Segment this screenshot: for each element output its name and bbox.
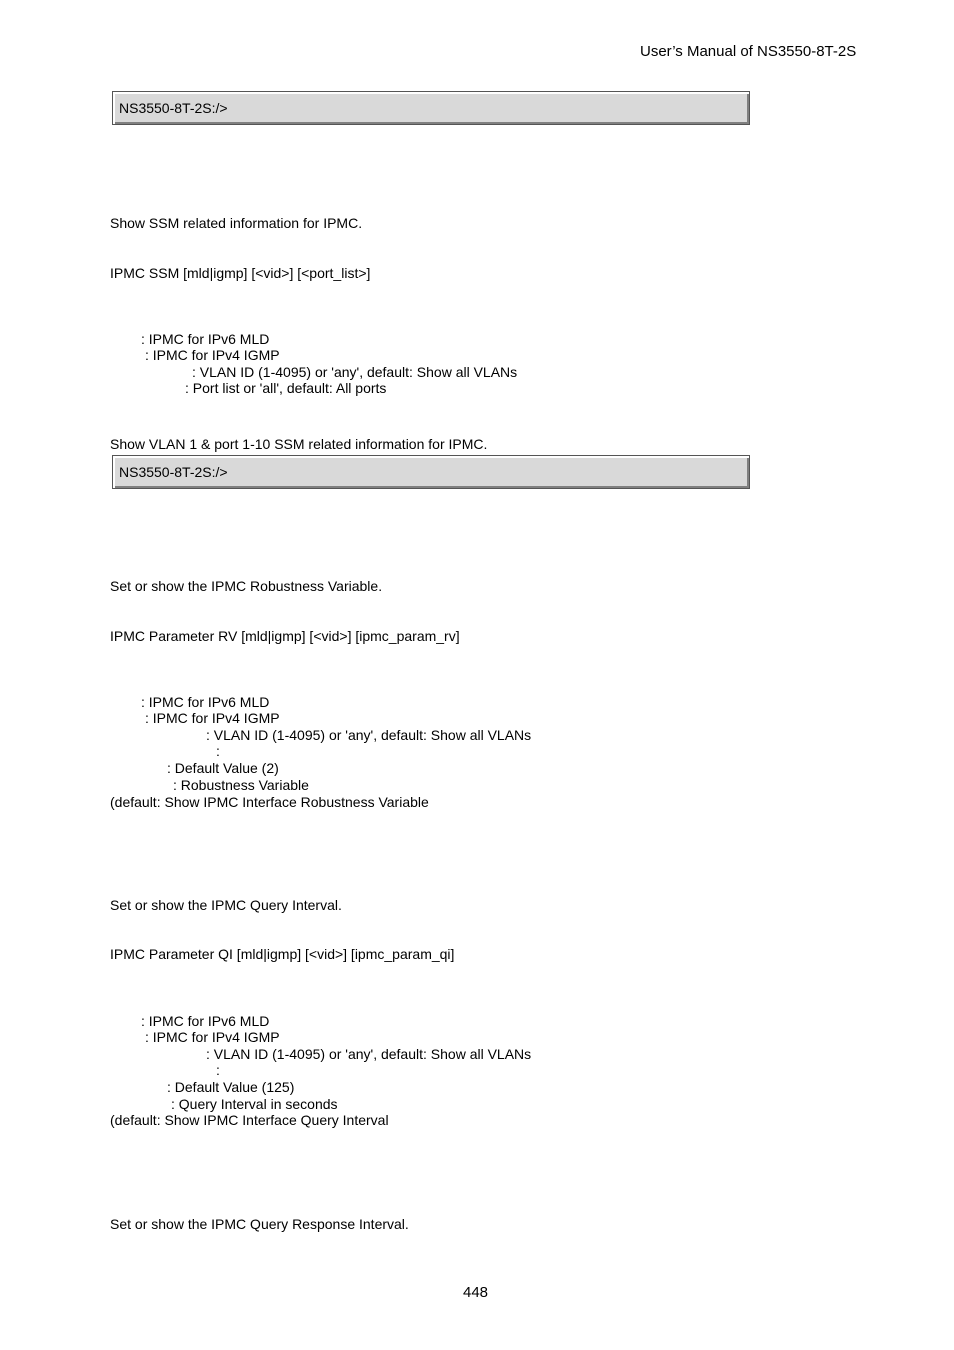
description: Set or show the IPMC Robustness Variable. bbox=[110, 578, 383, 594]
syntax: IPMC Parameter QI [mld|igmp] [<vid>] [ipmc_param_qi] bbox=[110, 946, 455, 962]
syntax: IPMC SSM [mld|igmp] [<vid>] [<port_list>] bbox=[110, 265, 371, 281]
param-qi: : bbox=[216, 1062, 220, 1078]
param-default-value: : Default Value (2) bbox=[167, 760, 279, 776]
param-default-note: (default: Show IPMC Interface Query Interval bbox=[110, 1112, 389, 1128]
command-prompt: NS3550-8T-2S:/> bbox=[119, 464, 228, 480]
param-igmp: : IPMC for IPv4 IGMP bbox=[145, 347, 280, 363]
param-mld: : IPMC for IPv6 MLD bbox=[141, 331, 270, 347]
description: Set or show the IPMC Query Response Interval. bbox=[110, 1216, 409, 1232]
syntax: IPMC Parameter RV [mld|igmp] [<vid>] [ipmc_param_rv] bbox=[110, 628, 460, 644]
description: Show SSM related information for IPMC. bbox=[110, 215, 363, 231]
param-vid: : VLAN ID (1-4095) or 'any', default: Show all VLANs bbox=[192, 364, 518, 380]
command-prompt: NS3550-8T-2S:/> bbox=[119, 100, 228, 116]
param-robustness-variable: : Robustness Variable bbox=[173, 777, 309, 793]
command-box bbox=[112, 91, 750, 125]
param-rv: : bbox=[216, 743, 220, 759]
param-mld: : IPMC for IPv6 MLD bbox=[141, 1013, 270, 1029]
param-igmp: : IPMC for IPv4 IGMP bbox=[145, 1029, 280, 1045]
param-mld: : IPMC for IPv6 MLD bbox=[141, 694, 270, 710]
param-default-note: (default: Show IPMC Interface Robustness Variable bbox=[110, 794, 429, 810]
param-default-value: : Default Value (125) bbox=[167, 1079, 295, 1095]
param-vid: : VLAN ID (1-4095) or 'any', default: Show all VLANs bbox=[206, 727, 532, 743]
description: Set or show the IPMC Query Interval. bbox=[110, 897, 342, 913]
manual-header: User’s Manual of NS3550-8T-2S bbox=[640, 43, 857, 60]
example-text: Show VLAN 1 & port 1-10 SSM related information for IPMC. bbox=[110, 436, 488, 452]
param-vid: : VLAN ID (1-4095) or 'any', default: Show all VLANs bbox=[206, 1046, 532, 1062]
param-port-list: : Port list or 'all', default: All ports bbox=[185, 380, 387, 396]
page-number: 448 bbox=[463, 1284, 489, 1301]
param-query-interval: : Query Interval in seconds bbox=[171, 1096, 338, 1112]
param-igmp: : IPMC for IPv4 IGMP bbox=[145, 710, 280, 726]
command-box bbox=[112, 455, 750, 489]
